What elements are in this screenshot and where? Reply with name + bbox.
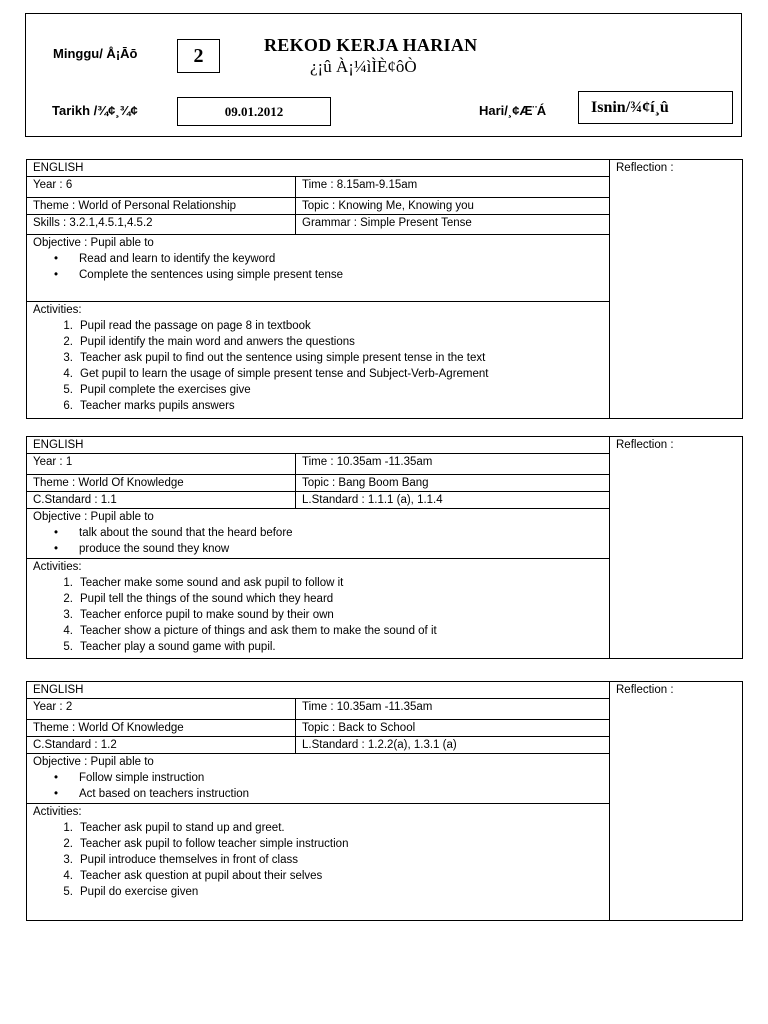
date-label: Tarikh /¾¢¸¾¢ — [52, 103, 138, 118]
skills-cell: Skills : 3.2.1,4.5.1,4.5.2 — [27, 215, 296, 235]
activity-number: 2. — [63, 838, 73, 850]
subject-cell: ENGLISH — [27, 682, 610, 699]
day-value: Isnin/¾¢í¸û — [578, 91, 733, 124]
reflection-cell: Reflection : — [610, 160, 743, 419]
activity-text: Teacher marks pupils answers — [80, 400, 235, 412]
topic-cell: Topic : Bang Boom Bang — [296, 475, 610, 492]
activities-cell — [27, 302, 610, 419]
lesson-table — [26, 436, 743, 659]
bullet-icon: • — [53, 543, 59, 555]
activities-label: Activities: — [33, 806, 82, 818]
activity-item — [33, 318, 603, 334]
activities-list — [33, 318, 603, 414]
theme-cell: Theme : World of Personal Relationship — [27, 198, 296, 215]
topic-cell: Topic : Knowing Me, Knowing you — [296, 198, 610, 215]
reflection-cell: Reflection : — [610, 682, 743, 921]
theme-cell: Theme : World Of Knowledge — [27, 475, 296, 492]
activity-item — [33, 334, 603, 350]
activity-number: 5. — [63, 886, 73, 898]
year-cell: Year : 2 — [27, 699, 296, 720]
objective-text: Complete the sentences using simple present tense — [79, 269, 344, 281]
objective-list — [33, 525, 603, 557]
objective-cell — [27, 235, 610, 302]
week-number: 2 — [177, 39, 220, 73]
objective-text: talk about the sound that the heard before — [79, 527, 293, 539]
activity-item — [33, 398, 603, 414]
activity-item — [33, 820, 603, 836]
objective-cell — [27, 754, 610, 804]
activities-list — [33, 575, 603, 655]
topic-cell: Topic : Back to School — [296, 720, 610, 737]
activity-text: Pupil complete the exercises give — [80, 384, 251, 396]
reflection-cell: Reflection : — [610, 437, 743, 659]
bullet-icon: • — [53, 253, 59, 265]
activity-number: 3. — [63, 352, 73, 364]
activity-text: Teacher ask question at pupil about their selves — [80, 870, 323, 882]
activity-item — [33, 382, 603, 398]
objective-item — [33, 786, 603, 802]
activity-text: Pupil identify the main word and anwers the questions — [80, 336, 355, 348]
lstandard-cell: L.Standard : 1.2.2(a), 1.3.1 (a) — [296, 737, 610, 754]
bullet-icon: • — [53, 772, 59, 784]
activity-number: 1. — [63, 822, 73, 834]
objective-label: Objective : Pupil able to — [33, 756, 154, 768]
objective-list — [33, 251, 603, 283]
activity-text: Pupil tell the things of the sound which they heard — [80, 593, 334, 605]
objective-item — [33, 267, 603, 283]
cstandard-cell: C.Standard : 1.1 — [27, 492, 296, 509]
activity-item — [33, 350, 603, 366]
subject-cell: ENGLISH — [27, 160, 610, 177]
time-cell: Time : 10.35am -11.35am — [296, 699, 610, 720]
activity-text: Get pupil to learn the usage of simple present tense and Subject-Verb-Agrement — [80, 368, 489, 380]
activity-text: Teacher ask pupil to follow teacher simple instruction — [80, 838, 349, 850]
day-label: Hari/¸¢Æ¨Á — [479, 103, 547, 118]
activity-text: Pupil read the passage on page 8 in textbook — [80, 320, 311, 332]
activities-label: Activities: — [33, 304, 82, 316]
bullet-icon: • — [53, 788, 59, 800]
objective-item — [33, 251, 603, 267]
activity-text: Teacher ask pupil to find out the sentence using simple present tense in the text — [80, 352, 486, 364]
activity-text: Teacher make some sound and ask pupil to follow it — [80, 577, 344, 589]
grammar-cell: Grammar : Simple Present Tense — [296, 215, 610, 235]
objective-cell — [27, 509, 610, 559]
date-value: 09.01.2012 — [177, 97, 331, 126]
objective-list — [33, 770, 603, 802]
subject-cell: ENGLISH — [27, 437, 610, 454]
activity-text: Pupil introduce themselves in front of class — [80, 854, 298, 866]
activity-item — [33, 607, 603, 623]
activity-text: Teacher enforce pupil to make sound by their own — [80, 609, 334, 621]
objective-label: Objective : Pupil able to — [33, 511, 154, 523]
objective-item — [33, 541, 603, 557]
time-cell: Time : 10.35am -11.35am — [296, 454, 610, 475]
time-cell: Time : 8.15am-9.15am — [296, 177, 610, 198]
activity-number: 5. — [63, 384, 73, 396]
bullet-icon: • — [53, 527, 59, 539]
bullet-icon: • — [53, 269, 59, 281]
activity-item — [33, 868, 603, 884]
objective-item — [33, 525, 603, 541]
activity-number: 5. — [63, 641, 73, 653]
objective-text: produce the sound they know — [79, 543, 230, 555]
page-subtitle: ¿¡û À¡¼ìÌÈ¢ôÒ — [310, 57, 417, 76]
activity-number: 1. — [63, 577, 73, 589]
activity-item — [33, 575, 603, 591]
activity-text: Teacher ask pupil to stand up and greet. — [80, 822, 285, 834]
activity-text: Pupil do exercise given — [80, 886, 199, 898]
activity-number: 3. — [63, 609, 73, 621]
activities-cell — [27, 559, 610, 659]
activity-item — [33, 639, 603, 655]
activities-label: Activities: — [33, 561, 82, 573]
objective-text: Act based on teachers instruction — [79, 788, 250, 800]
activities-cell — [27, 804, 610, 921]
objective-label: Objective : Pupil able to — [33, 237, 154, 249]
activity-item — [33, 836, 603, 852]
activity-number: 3. — [63, 854, 73, 866]
activity-number: 6. — [63, 400, 73, 412]
activity-item — [33, 623, 603, 639]
lesson-table — [26, 159, 743, 419]
objective-item — [33, 770, 603, 786]
activity-number: 2. — [63, 593, 73, 605]
activity-item — [33, 366, 603, 382]
activity-item — [33, 591, 603, 607]
lstandard-cell: L.Standard : 1.1.1 (a), 1.1.4 — [296, 492, 610, 509]
lesson-table — [26, 681, 743, 921]
week-label: Minggu/ Å¡Āō — [53, 46, 138, 61]
activity-item — [33, 884, 603, 900]
cstandard-cell: C.Standard : 1.2 — [27, 737, 296, 754]
year-cell: Year : 1 — [27, 454, 296, 475]
theme-cell: Theme : World Of Knowledge — [27, 720, 296, 737]
activity-text: Teacher show a picture of things and ask them to make the sound of it — [80, 625, 437, 637]
activity-number: 1. — [63, 320, 73, 332]
objective-text: Read and learn to identify the keyword — [79, 253, 276, 265]
activities-list — [33, 820, 603, 900]
activity-number: 2. — [63, 336, 73, 348]
activity-text: Teacher play a sound game with pupil. — [80, 641, 276, 653]
activity-number: 4. — [63, 625, 73, 637]
objective-text: Follow simple instruction — [79, 772, 205, 784]
year-cell: Year : 6 — [27, 177, 296, 198]
page-title: REKOD KERJA HARIAN — [264, 35, 478, 55]
activity-number: 4. — [63, 870, 73, 882]
activity-item — [33, 852, 603, 868]
activity-number: 4. — [63, 368, 73, 380]
